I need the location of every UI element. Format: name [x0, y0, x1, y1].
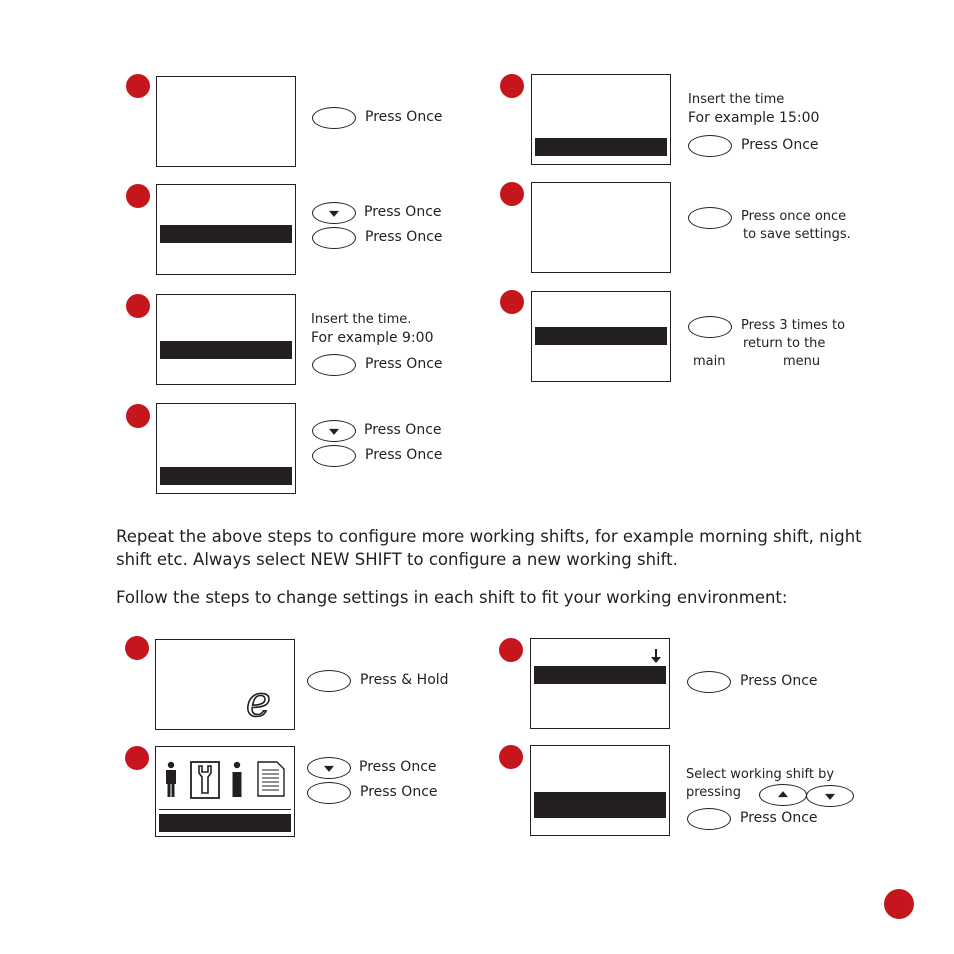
- instruction-text: to save settings.: [743, 227, 851, 242]
- instruction-text: Press Once: [741, 137, 819, 153]
- selection-highlight: [535, 138, 667, 156]
- selection-highlight: [535, 327, 667, 345]
- document-icon: [257, 761, 285, 797]
- step-marker: [499, 745, 523, 769]
- instruction-text: For example 15:00: [688, 110, 820, 126]
- down-button[interactable]: [806, 785, 854, 807]
- enter-button[interactable]: [687, 671, 731, 693]
- display-screen: [156, 184, 296, 275]
- instruction-text: Insert the time: [688, 92, 785, 107]
- down-arrow-icon: [324, 766, 334, 772]
- selection-highlight: [159, 814, 291, 832]
- selection-highlight: [160, 225, 292, 243]
- instruction-text: Press Once: [365, 356, 443, 372]
- enter-button[interactable]: [312, 354, 356, 376]
- follow-paragraph: Follow the steps to change settings in each shift to fit your working environment:: [116, 588, 788, 607]
- instruction-text: Insert the time.: [311, 312, 412, 327]
- selection-highlight: [534, 666, 666, 684]
- step-marker: [500, 182, 524, 206]
- instruction-text: pressing: [686, 785, 741, 800]
- instruction-text: For example 9:00: [311, 330, 434, 346]
- step-marker: [126, 404, 150, 428]
- repeat-paragraph: Repeat the above steps to configure more working shifts, for example morning shift, night shift etc. Always select NEW SHIFT to configure a new working shift.: [116, 527, 862, 569]
- page-marker: [884, 889, 914, 919]
- instruction-text: Press Once: [740, 810, 818, 826]
- selection-highlight: [160, 341, 292, 359]
- enter-button[interactable]: [307, 782, 351, 804]
- enter-button[interactable]: [312, 227, 356, 249]
- instruction-text: Press Once: [364, 204, 442, 220]
- instruction-text: main: [693, 354, 726, 369]
- display-screen: [156, 76, 296, 167]
- e-logo-icon: [244, 680, 290, 722]
- step-marker: [500, 74, 524, 98]
- svg-text:e: e: [246, 680, 271, 722]
- enter-button[interactable]: [312, 445, 356, 467]
- instruction-text: menu: [783, 354, 821, 369]
- up-button[interactable]: [759, 784, 807, 806]
- step-marker: [126, 294, 150, 318]
- display-screen: [531, 74, 671, 165]
- wrench-icon: [190, 761, 220, 799]
- instruction-text: Press once once: [741, 209, 847, 224]
- down-arrow-icon: [650, 649, 662, 664]
- selection-highlight: [534, 792, 666, 818]
- down-button[interactable]: [312, 202, 356, 224]
- enter-button[interactable]: [688, 135, 732, 157]
- display-screen: [530, 745, 670, 836]
- instruction-text: Press & Hold: [360, 672, 449, 688]
- selection-highlight: [160, 467, 292, 485]
- down-arrow-icon: [329, 211, 339, 217]
- instruction-text: Press Once: [365, 447, 443, 463]
- person-icon: [162, 761, 180, 799]
- instruction-text: Press Once: [365, 229, 443, 245]
- instruction-text: Press Once: [740, 673, 818, 689]
- down-arrow-icon: [825, 794, 835, 800]
- down-button[interactable]: [307, 757, 351, 779]
- step-marker: [499, 638, 523, 662]
- step-marker: [126, 184, 150, 208]
- instruction-text: return to the: [743, 336, 826, 351]
- display-screen: [155, 746, 295, 837]
- display-screen: [530, 638, 670, 729]
- down-arrow-icon: [329, 429, 339, 435]
- instruction-text: Press Once: [359, 759, 437, 775]
- instruction-text: Press Once: [365, 109, 443, 125]
- enter-button[interactable]: [688, 316, 732, 338]
- down-button[interactable]: [312, 420, 356, 442]
- display-screen: [531, 291, 671, 382]
- up-arrow-icon: [778, 791, 788, 797]
- display-screen: [156, 403, 296, 494]
- step-marker: [126, 74, 150, 98]
- info-icon: [230, 761, 244, 799]
- instruction-text: Press Once: [364, 422, 442, 438]
- enter-button[interactable]: [688, 207, 732, 229]
- instruction-text: Press 3 times to: [741, 318, 846, 333]
- enter-button[interactable]: [687, 808, 731, 830]
- display-screen: [155, 639, 295, 730]
- divider: [159, 809, 291, 810]
- instruction-text: Select working shift by: [686, 767, 835, 782]
- step-marker: [125, 746, 149, 770]
- instruction-text: Press Once: [360, 784, 438, 800]
- enter-button[interactable]: [307, 670, 351, 692]
- enter-button[interactable]: [312, 107, 356, 129]
- step-marker: [125, 636, 149, 660]
- display-screen: [531, 182, 671, 273]
- display-screen: [156, 294, 296, 385]
- step-marker: [500, 290, 524, 314]
